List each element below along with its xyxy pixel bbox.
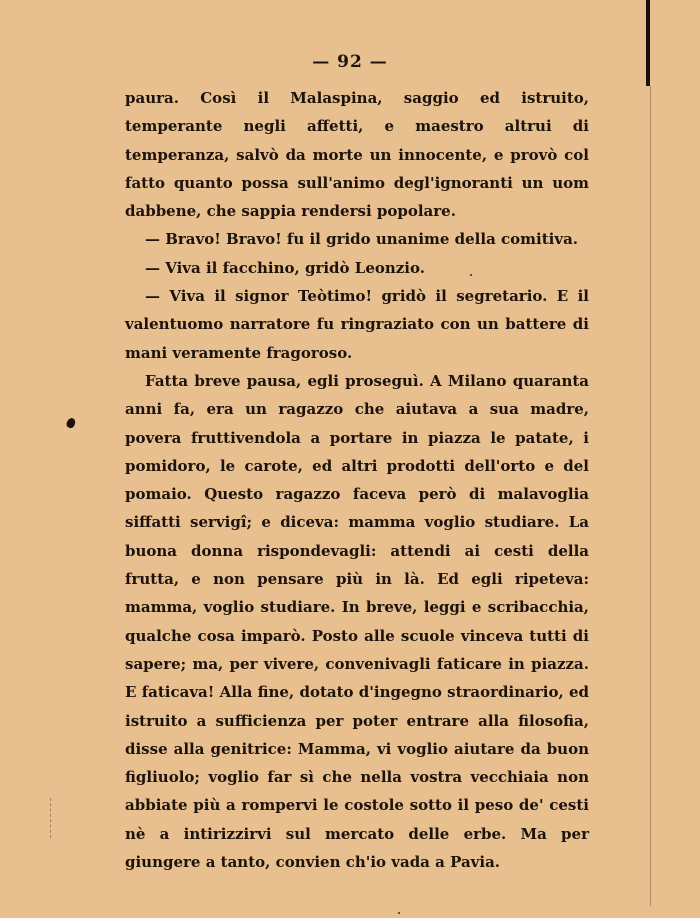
- body-text: [125, 84, 589, 876]
- paragraph: Fatta breve pausa, egli proseguì. A Milano quaranta anni fa, era un ragazzo che aiutava a sua madre, povera fruttivendola a portare in piazza le patate, i pomidoro, le carote, ed altri prodotti dell'orto e del pomaio. Questo ragazzo faceva però di malavoglia siffatti servigî; e diceva: mamma voglio studiare. La buona donna rispondevagli: attendi ai cesti della frutta, e non pensare più in là. Ed egli ripeteva: mamma, voglio studiare. In breve, leggi e scribacchia, qualche cosa imparò. Posto alle scuole vinceva tutti di sapere; ma, per vivere, convenivagli faticare in piazza. E faticava! Alla fine, dotato d'ingegno straordinario, ed istruito a sufficienza per poter entrare alla filosofia, disse alla genitrice: Mamma, vi voglio aiutare da buon figliuolo; voglio far sì che nella vostra vecchiaia non abbiate più a rompervi le costole sotto il peso de' cesti nè a intirizzirvi sul mercato delle erbe. Ma per giungere a tanto, convien ch'io vada a Pavia.: [125, 371, 589, 872]
- paragraph: paura. Così il Malaspina, saggio ed istruito, temperante negli affetti, e maestro altrui di temperanza, salvò da morte un innocente, e provò col fatto quanto possa sull'animo degl'ignoranti un uom dabbene, che sappia rendersi popolare.: [125, 89, 589, 221]
- paragraph: — Bravo! Bravo! fu il grido unanime della comitiva.: [145, 230, 579, 249]
- margin-ink-blot: [65, 417, 76, 429]
- paragraph: — Viva il signor Teòtimo! gridò il segretario. E il valentuomo narratore fu ringraziato con un battere di mani veramente fragoroso.: [125, 287, 589, 362]
- page-edge-mark: [646, 0, 650, 86]
- ink-speck: [398, 912, 400, 914]
- page-number: — 92 —: [312, 52, 388, 72]
- margin-ticks: [50, 798, 52, 838]
- paragraph: — Viva il facchino, gridò Leonzio.: [145, 258, 425, 277]
- page-edge-line: [650, 86, 651, 906]
